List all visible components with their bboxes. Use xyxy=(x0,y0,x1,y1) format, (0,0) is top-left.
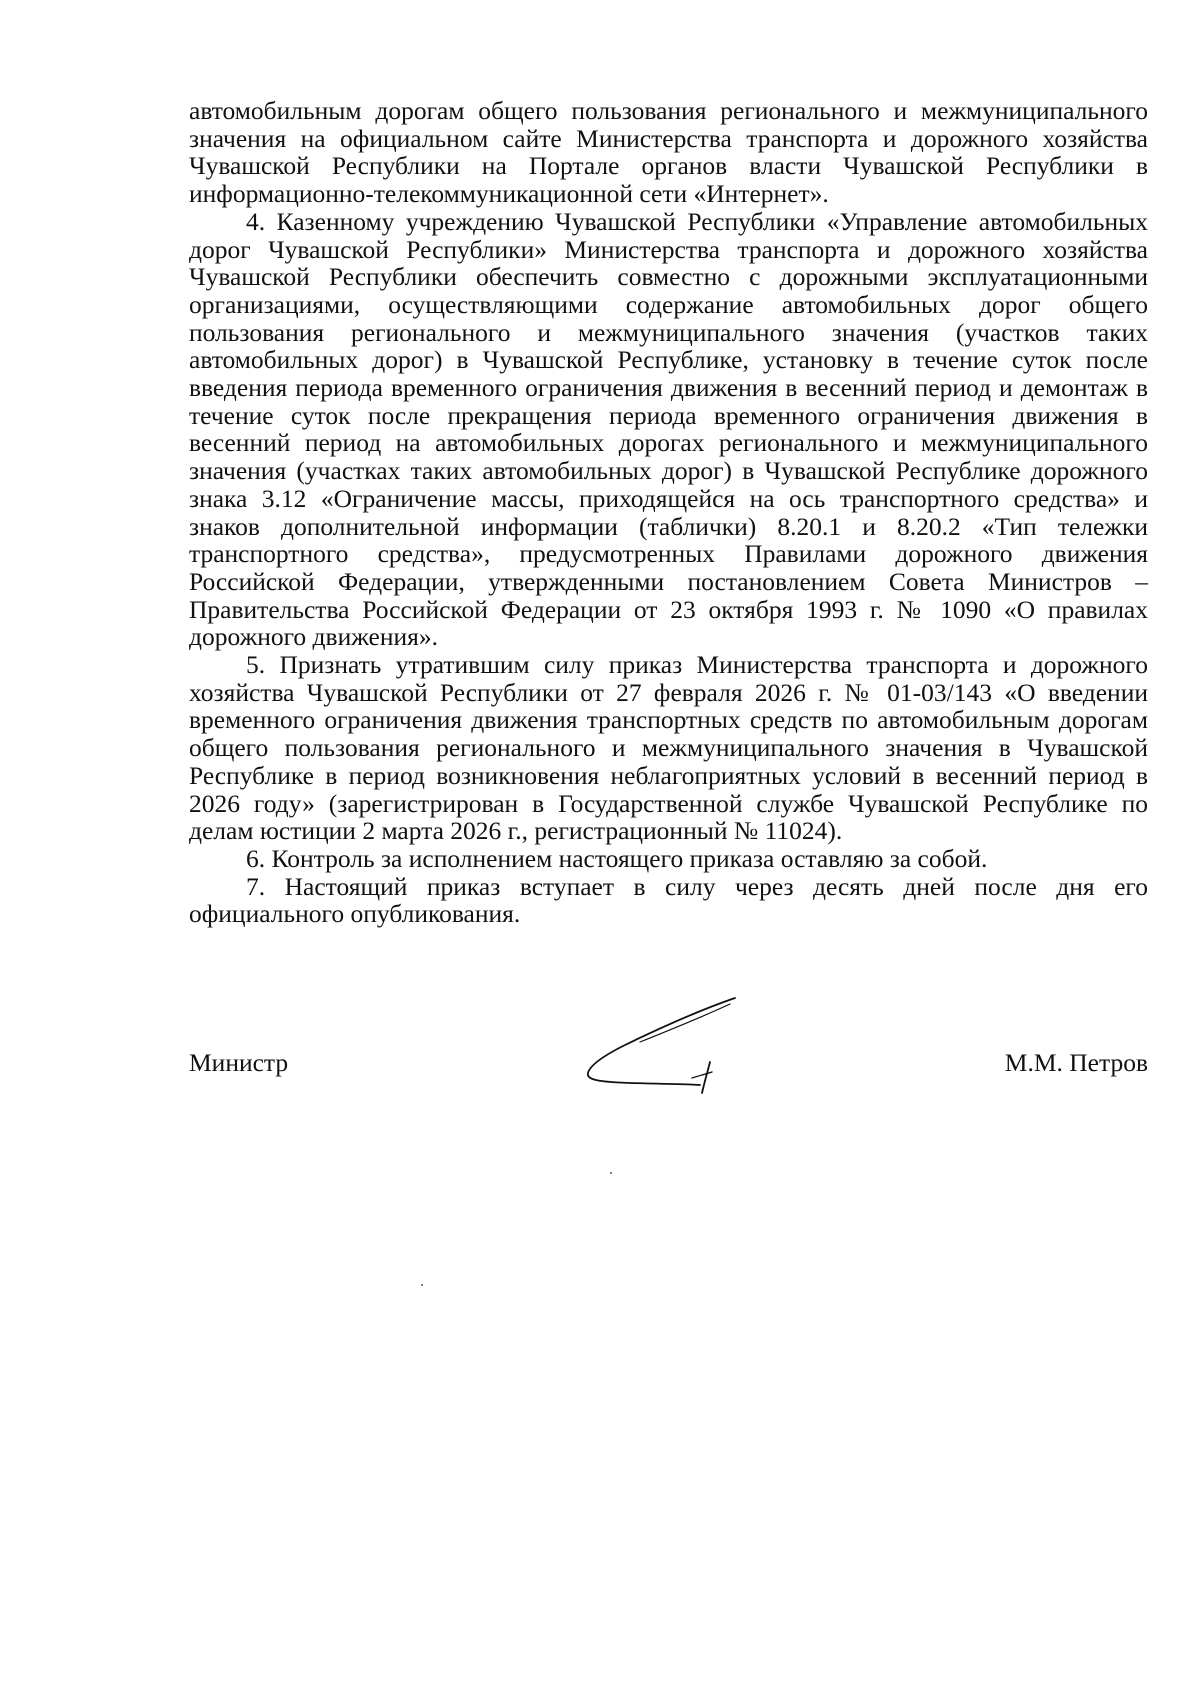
signatory-title: Министр xyxy=(189,1048,289,1077)
paragraph-6: 6. Контроль за исполнением настоящего приказа оставляю за собой. xyxy=(246,843,988,873)
paragraph-5: 5. Признать утратившим силу приказ Министерства транспорта и дорожного хозяйства Чувашской Республики от 27 февраля 2026 г. № 01-03/143 «О введении временного ограничения движения транспортных средств по автомобильным дорогам общего пользования регионального и межмуниципального значения в Чувашской Республике в период возникновения неблагоприятных условий в весенний период в 2026 году» (зарегистрирован в Государственной службе Чувашской Республике по делам юстиции 2 марта 2026 г., регистрационный № 11024). xyxy=(189,650,1148,846)
document-body xyxy=(189,97,1148,928)
signature-row xyxy=(189,1036,1148,1096)
paragraph-4: 4. Казенному учреждению Чувашской Республики «Управление автомобильных дорог Чувашской Республики» Министерства транспорта и дорожного хозяйства Чувашской Республики обеспечить совместно с дорожными эксплуатационными организациями, осуществляющими содержание автомобильных дорог общего пользования регионального и межмуниципального значения (участков таких автомобильных дорог) в Чувашской Республике, установку в течение суток после введения периода временного ограничения движения в весенний период и демонтаж в течение суток после прекращения периода временного ограничения движения в весенний период на автомобильных дорогах регионального и межмуниципального значения (участках таких автомобильных дорог) в Чувашской Республике дорожного знака 3.12 «Ограничение массы, приходящейся на ось транспортного средства» и знаков дополнительной информации (таблички) 8.20.1 и 8.20.2 «Тип тележки транспортного средства», предусмотренных Правилами дорожного движения Российской Федерации, утвержденными постановлением Совета Министров – Правительства Российской Федерации от 23 октября 1993 г. № 1090 «О правилах дорожного движения». xyxy=(189,206,1148,652)
scan-speck xyxy=(610,1172,612,1174)
paragraph-7: 7. Настоящий приказ вступает в силу через десять дней после дня его официального опубликования. xyxy=(189,871,1148,929)
scan-speck xyxy=(421,1284,423,1286)
paragraph-continuation: автомобильным дорогам общего пользования регионального и межмуниципального значения на официальном сайте Министерства транспорта и дорожного хозяйства Чувашской Республики на Портале органов власти Чувашской Республики в информационно-телекоммуникационной сети «Интернет». xyxy=(189,96,1148,209)
signatory-name: М.М. Петров xyxy=(1004,1048,1148,1077)
